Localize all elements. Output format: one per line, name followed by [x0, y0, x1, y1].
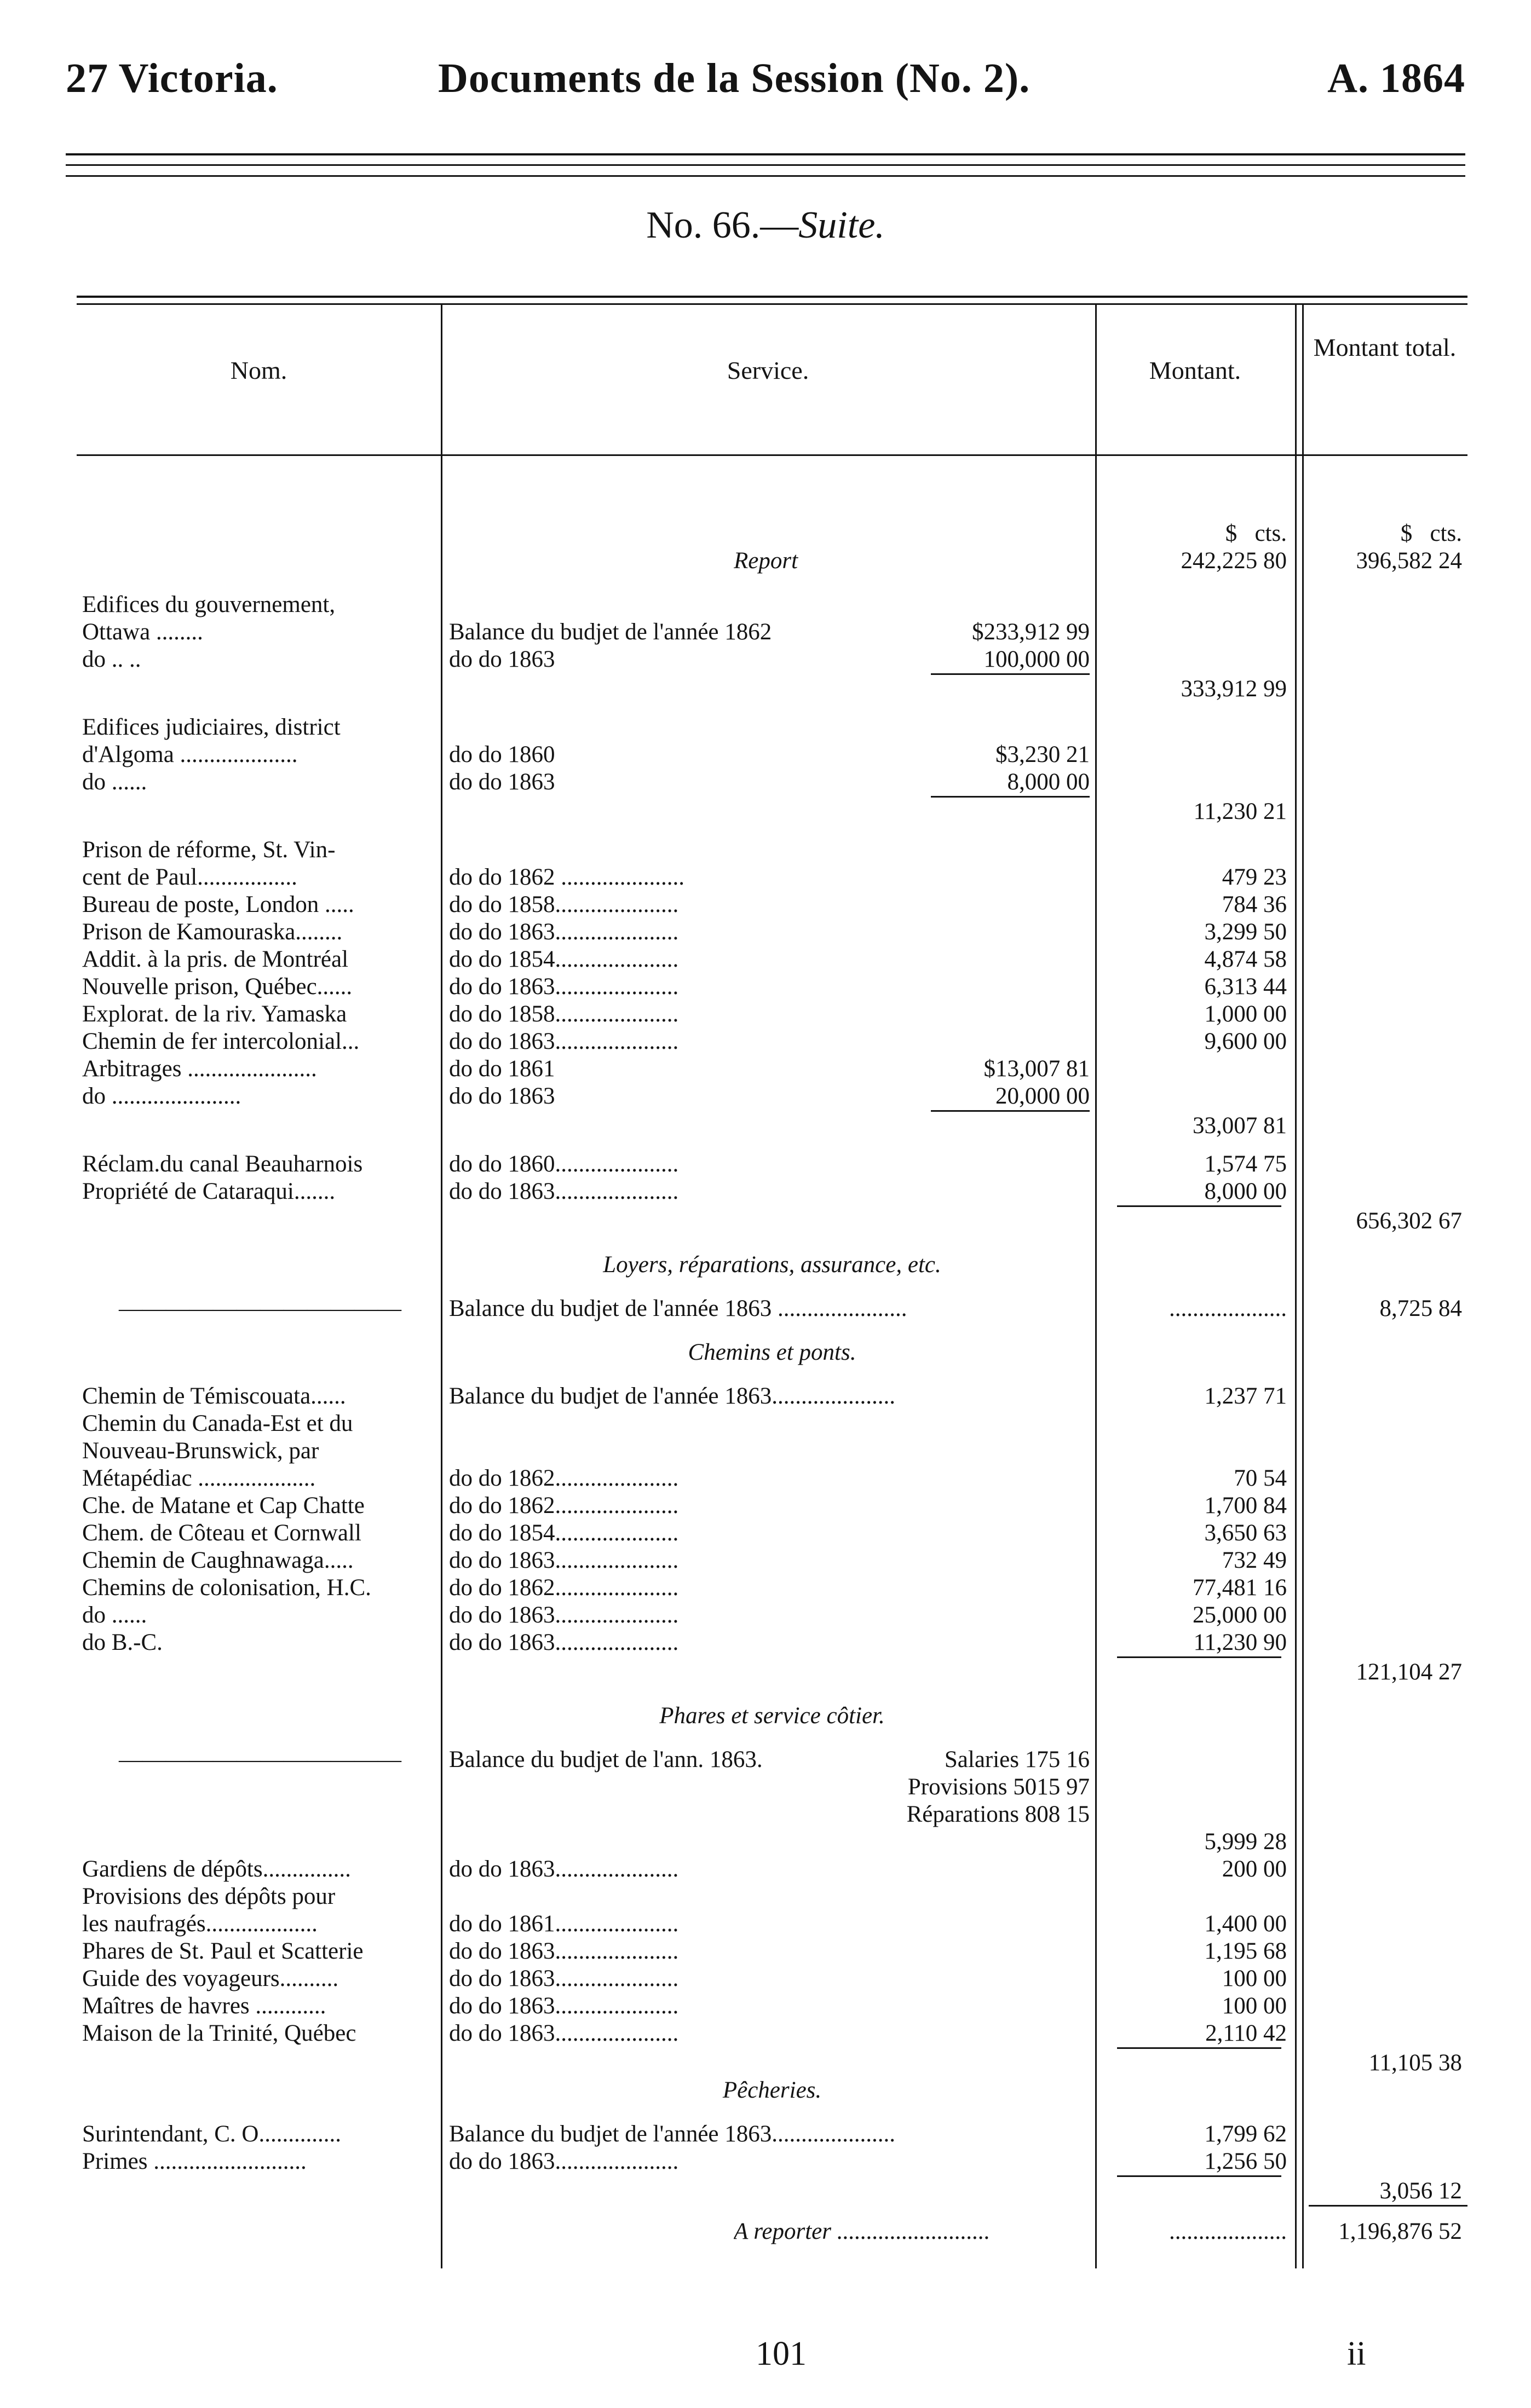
row-montant: 732 49: [1222, 1547, 1287, 1573]
row-nom: Chemin de Caughnawaga.....: [82, 1547, 354, 1573]
table-row: [77, 1520, 1467, 1547]
table-row: [77, 675, 1467, 703]
table-row: [77, 2020, 1467, 2047]
row-service: do do 1863: [449, 769, 555, 795]
chemins-rows: [77, 1383, 1467, 1656]
row-montant: 784 36: [1222, 892, 1287, 917]
table-row: [77, 1055, 1467, 1083]
row-service: do do 1861.....................: [449, 1911, 679, 1937]
row-montant: 479 23: [1222, 864, 1287, 890]
units-total: $ cts.: [1400, 521, 1462, 546]
row-service: do do 1863.....................: [449, 1993, 679, 2019]
row-montant: 4,874 58: [1204, 946, 1287, 972]
table-row: [77, 769, 1467, 796]
row-service: Balance du budjet de l'année 1863.....................: [449, 1383, 895, 1409]
row-montant: 1,799 62: [1204, 2121, 1287, 2147]
table-row: [77, 1547, 1467, 1574]
table-row: [77, 646, 1467, 673]
a-reporter-total: 1,196,876 52: [1338, 2219, 1462, 2244]
row-montant: 6,313 44: [1204, 974, 1287, 1000]
a-reporter-label: A reporter ..........................: [734, 2219, 991, 2244]
table-row: [77, 591, 1467, 619]
row-montant: 11,230 90: [1193, 1630, 1287, 1655]
row-montant: 1,574 75: [1204, 1151, 1287, 1177]
phares-item-1: Provisions 5015 97: [907, 1774, 1090, 1800]
pecheries-total: 3,056 12: [1379, 2178, 1462, 2204]
row-nom: Maîtres de havres ............: [82, 1993, 326, 2019]
row-montant: 1,400 00: [1204, 1911, 1287, 1937]
row-nom: Prison de Kamouraska........: [82, 919, 343, 945]
row-montant: 1,195 68: [1204, 1938, 1287, 1964]
row-service: do do 1862 .....................: [449, 864, 684, 890]
phares-item-2: Réparations 808 15: [906, 1801, 1090, 1827]
table-top-rule-2: [77, 303, 1467, 305]
row-nom: cent de Paul.................: [82, 864, 297, 890]
table-row: [77, 1410, 1467, 1437]
row-nom: Guide des voyageurs..........: [82, 1966, 339, 1991]
row-montant: 100 00: [1222, 1993, 1287, 2019]
pecheries-title: Pêcheries.: [722, 2077, 822, 2103]
table-row: [77, 741, 1467, 769]
header-center: Documents de la Session (No. 2).: [438, 55, 1031, 101]
row-service: do do 1863.....................: [449, 2149, 679, 2174]
row-service: do do 1863.....................: [449, 1938, 679, 1964]
row-nom: Chemin de Témiscouata......: [82, 1383, 346, 1409]
chemins-total: 121,104 27: [1356, 1659, 1462, 1685]
row-service: Balance du budjet de l'année 1863.....................: [449, 2121, 895, 2147]
row-service: do do 1863.....................: [449, 1029, 679, 1054]
row-service: do do 1863.....................: [449, 1547, 679, 1573]
subtitle-suffix: Suite.: [798, 204, 885, 246]
chemins-total-row: [77, 1659, 1467, 1686]
header-left: 27 Victoria.: [66, 55, 278, 101]
main-rows: [77, 591, 1467, 1235]
row-service: do do 1863.....................: [449, 1602, 679, 1628]
table-row: [77, 1993, 1467, 2020]
table-row: [77, 1465, 1467, 1492]
row-montant: 77,481 16: [1193, 1575, 1287, 1601]
report-total: 396,582 24: [1356, 548, 1462, 574]
header-right: A. 1864: [1327, 55, 1465, 101]
row-service: do do 1863.....................: [449, 1179, 679, 1204]
table-row: [77, 919, 1467, 946]
row-montant: 1,000 00: [1204, 1001, 1287, 1027]
row-nom: do ......: [82, 1602, 147, 1628]
loyers-service: Balance du budjet de l'année 1863 ......................: [449, 1296, 907, 1321]
col-header-total: Montant total.: [1313, 333, 1457, 361]
row-nom: Edifices judiciaires, district: [82, 714, 341, 740]
col-header-montant: Montant.: [1149, 356, 1241, 384]
row-nom: do .. ..: [82, 646, 141, 672]
row-service: do do 1863.....................: [449, 974, 679, 1000]
row-montant: 11,230 21: [1193, 799, 1287, 824]
table-row: [77, 1965, 1467, 1993]
table-row: [77, 619, 1467, 646]
phares-balance-montant-row: [77, 1828, 1467, 1856]
row-service: do do 1863.....................: [449, 1966, 679, 1991]
row-nom: Maison de la Trinité, Québec: [82, 2020, 356, 2046]
col-header-nom: Nom.: [230, 356, 287, 384]
table-row: [77, 2121, 1467, 2148]
row-nom: Primes ..........................: [82, 2149, 307, 2174]
row-service: do do 1860.....................: [449, 1151, 679, 1177]
row-nom: do ......................: [82, 1083, 241, 1109]
row-montant: 3,299 50: [1204, 919, 1287, 945]
loyers-dash: ————————————: [119, 1296, 401, 1321]
table-body: [77, 520, 1467, 2245]
row-total: 656,302 67: [1356, 1208, 1462, 1234]
row-service: do do 1862.....................: [449, 1575, 679, 1601]
table-row: [77, 1151, 1467, 1178]
row-sub-amount: $3,230 21: [995, 742, 1090, 767]
row-montant: 1,256 50: [1204, 2149, 1287, 2174]
units-montant: $ cts.: [1225, 521, 1287, 546]
row-nom: Chemin du Canada-Est et du: [82, 1411, 353, 1436]
row-nom: Bureau de poste, London .....: [82, 892, 354, 917]
a-reporter-dots: ....................: [1169, 2219, 1287, 2244]
section-title-chemins: [77, 1339, 1467, 1366]
table-row: [77, 1883, 1467, 1910]
row-montant: 33,007 81: [1193, 1113, 1287, 1139]
header-rule-3: [66, 175, 1465, 177]
row-nom: Propriété de Cataraqui.......: [82, 1179, 336, 1204]
table-row: [77, 864, 1467, 891]
row-service: do do 1854.....................: [449, 946, 679, 972]
row-nom: Addit. à la pris. de Montréal: [82, 946, 349, 972]
phares-dash: ————————————: [119, 1747, 401, 1772]
row-montant: 25,000 00: [1193, 1602, 1287, 1628]
ledger-table: [77, 296, 1467, 2299]
table-row: [77, 946, 1467, 973]
row-montant: 100 00: [1222, 1966, 1287, 1991]
loyers-row: [77, 1295, 1467, 1323]
row-montant: 3,650 63: [1204, 1520, 1287, 1546]
a-reporter-row: [77, 2218, 1467, 2245]
section-title-phares: [77, 1702, 1467, 1730]
row-service: do do 1860: [449, 742, 555, 767]
table-row: [77, 1910, 1467, 1938]
row-nom: Ottawa ........: [82, 619, 203, 645]
row-nom: do ......: [82, 769, 147, 795]
phares-title: Phares et service côtier.: [659, 1703, 885, 1729]
row-nom: Réclam.du canal Beauharnois: [82, 1151, 363, 1177]
table-row: [77, 1178, 1467, 1205]
row-nom: do B.-C.: [82, 1630, 163, 1655]
phares-balance-row: [77, 1746, 1467, 1774]
phares-item-row-2: [77, 1801, 1467, 1828]
row-service: do do 1858.....................: [449, 892, 679, 917]
row-service: do do 1863: [449, 646, 555, 672]
row-service: do do 1863.....................: [449, 1856, 679, 1882]
row-nom: Gardiens de dépôts...............: [82, 1856, 351, 1882]
row-service: do do 1863.....................: [449, 1630, 679, 1655]
loyers-montant-dots: ....................: [1169, 1296, 1287, 1321]
row-service: do do 1863.....................: [449, 919, 679, 945]
table-row: [77, 798, 1467, 825]
table-row: [77, 1856, 1467, 1883]
row-nom: Che. de Matane et Cap Chatte: [82, 1493, 365, 1518]
table-row: [77, 1028, 1467, 1055]
page-number: 101: [756, 2335, 807, 2372]
phares-balance: Balance du budjet de l'ann. 1863.: [449, 1747, 763, 1772]
table-row: [77, 1574, 1467, 1602]
row-nom: Surintendant, C. O..............: [82, 2121, 341, 2147]
table-row: [77, 973, 1467, 1001]
report-montant: 242,225 80: [1181, 548, 1287, 574]
loyers-title: Loyers, réparations, assurance, etc.: [603, 1252, 941, 1278]
row-sub-amount: $13,007 81: [983, 1056, 1090, 1082]
row-montant: 8,000 00: [1204, 1179, 1287, 1204]
pecheries-total-row: [77, 2178, 1467, 2205]
row-nom: Phares de St. Paul et Scatterie: [82, 1938, 364, 1964]
subtitle-prefix: No. 66.—: [646, 204, 799, 246]
phares-balance-montant: 5,999 28: [1204, 1829, 1287, 1855]
row-nom: Provisions des dépôts pour: [82, 1884, 336, 1909]
row-montant: 1,700 84: [1204, 1493, 1287, 1518]
row-nom: Explorat. de la riv. Yamaska: [82, 1001, 347, 1027]
table-row: [77, 1492, 1467, 1520]
row-sub-amount: 100,000 00: [983, 646, 1090, 672]
section-title-pecheries: [77, 2077, 1467, 2104]
table-row: [77, 1383, 1467, 1410]
row-montant: 1,237 71: [1204, 1383, 1287, 1409]
table-top-rule: [77, 296, 1467, 298]
phares-item-0: Salaries 175 16: [944, 1747, 1090, 1772]
pecheries-rows: [77, 2121, 1467, 2175]
header-rule-2: [66, 164, 1465, 166]
row-sub-amount: $233,912 99: [972, 619, 1090, 645]
row-service: do do 1862.....................: [449, 1465, 679, 1491]
section-title-loyers: [77, 1251, 1467, 1279]
table-row: [77, 714, 1467, 741]
table-row: [77, 1602, 1467, 1629]
header-rule: [66, 153, 1465, 155]
report-row: [77, 547, 1467, 575]
table-subtitle: [0, 204, 1531, 247]
row-nom: Chem. de Côteau et Cornwall: [82, 1520, 361, 1546]
row-sub-amount: 20,000 00: [995, 1083, 1090, 1109]
row-nom: les naufragés...................: [82, 1911, 318, 1937]
row-montant: 2,110 42: [1205, 2020, 1287, 2046]
table-row: [77, 1208, 1467, 1235]
row-montant: 70 54: [1234, 1465, 1287, 1491]
phares-item-row-1: [77, 1774, 1467, 1801]
phares-total-row: [77, 2049, 1467, 2077]
table-row: [77, 1112, 1467, 1140]
phares-rows: [77, 1856, 1467, 2047]
phares-total: 11,105 38: [1368, 2050, 1462, 2076]
loyers-total: 8,725 84: [1379, 1296, 1462, 1321]
row-nom: Prison de réforme, St. Vin-: [82, 837, 336, 863]
row-montant: 333,912 99: [1181, 676, 1287, 702]
row-montant: 9,600 00: [1204, 1029, 1287, 1054]
row-nom: d'Algoma ....................: [82, 742, 298, 767]
row-montant: 200 00: [1222, 1856, 1287, 1882]
table-row: [77, 1938, 1467, 1965]
row-nom: Chemins de colonisation, H.C.: [82, 1575, 371, 1601]
row-nom: Métapédiac ....................: [82, 1465, 316, 1491]
table-row: [77, 1001, 1467, 1028]
table-row: [77, 2148, 1467, 2175]
header-bottom-rule: [77, 454, 1467, 456]
row-service: do do 1854.....................: [449, 1520, 679, 1546]
row-service: Balance du budjet de l'année 1862: [449, 619, 772, 645]
row-nom: Nouveau-Brunswick, par: [82, 1438, 319, 1464]
col-header-service: Service.: [727, 356, 809, 384]
row-nom: Chemin de fer intercolonial...: [82, 1029, 360, 1054]
row-nom: Arbitrages ......................: [82, 1056, 317, 1082]
footer-number: ii: [1347, 2335, 1366, 2372]
chemins-title: Chemins et ponts.: [688, 1339, 856, 1365]
report-label: Report: [734, 548, 798, 574]
row-service: do do 1862.....................: [449, 1493, 679, 1518]
row-service: do do 1858.....................: [449, 1001, 679, 1027]
row-sub-amount: 8,000 00: [1007, 769, 1090, 795]
table-row: [77, 1083, 1467, 1110]
total-rule: [77, 2205, 1467, 2207]
table-row: [77, 1629, 1467, 1656]
row-service: do do 1863.....................: [449, 2020, 679, 2046]
row-nom: Edifices du gouvernement,: [82, 592, 336, 617]
table-row: [77, 891, 1467, 919]
units-row: [77, 520, 1467, 547]
table-row: [77, 1437, 1467, 1465]
table-row: [77, 836, 1467, 864]
row-nom: Nouvelle prison, Québec......: [82, 974, 353, 1000]
row-service: do do 1861: [449, 1056, 555, 1082]
row-service: do do 1863: [449, 1083, 555, 1109]
